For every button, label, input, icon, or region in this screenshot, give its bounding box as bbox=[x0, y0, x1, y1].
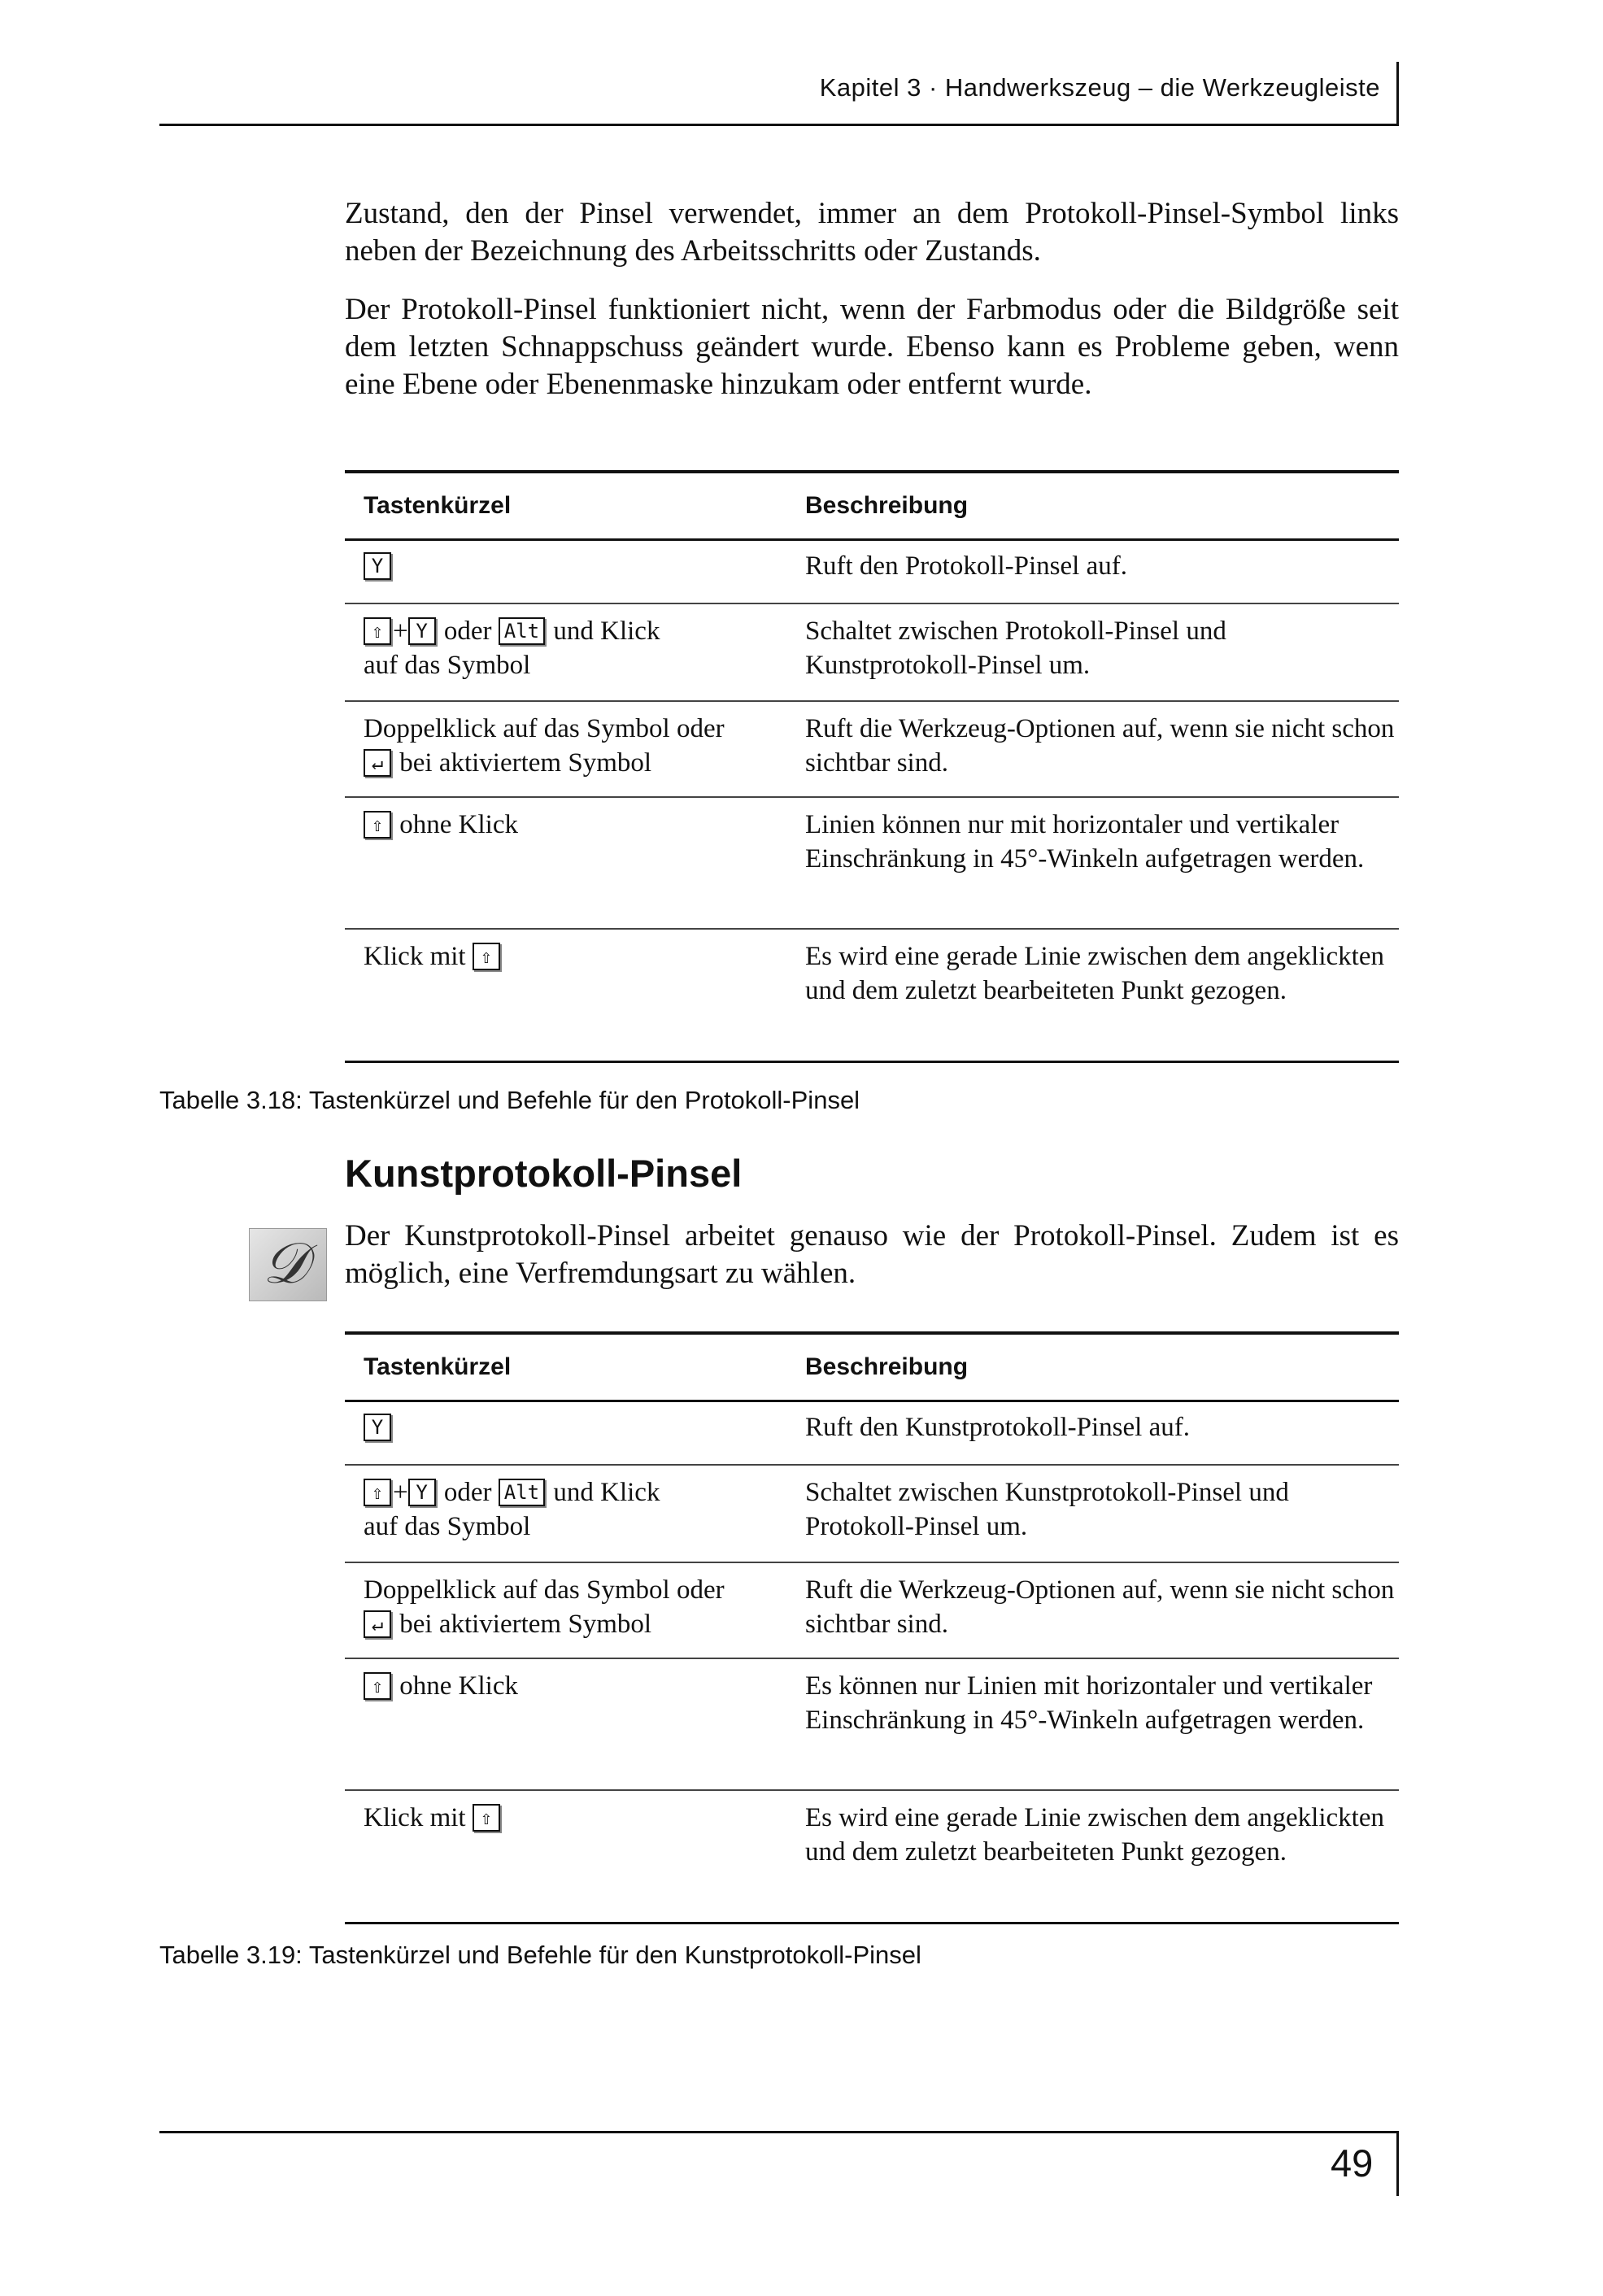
description-cell: Linien können nur mit horizontaler und vertikaler Einschränkung in 45°-Winkeln aufgetragen werden. bbox=[805, 810, 1365, 874]
shortcut-line-1: Doppelklick auf das Symbol oder bbox=[364, 1575, 725, 1605]
table-row bbox=[345, 930, 1399, 1063]
paragraph-continuation: Zustand, den der Pinsel verwendet, immer an dem Protokoll-Pinsel-Symbol links neben der Bezeichnung des Arbeitsschritts oder Zustands. bbox=[345, 197, 1399, 268]
or-text: oder bbox=[443, 1478, 492, 1507]
shortcut-cell bbox=[345, 1801, 805, 1922]
table-caption-3-19: Tabelle 3.19: Tastenkürzel und Befehle für den Kunstprotokoll-Pinsel bbox=[159, 1941, 921, 1969]
table-row bbox=[345, 604, 1399, 702]
header-rule bbox=[159, 124, 1399, 126]
column-header-description: Beschreibung bbox=[805, 1353, 969, 1380]
shortcut-cell bbox=[345, 614, 805, 700]
column-header-shortcut: Tastenkürzel bbox=[364, 492, 512, 519]
page-number: 49 bbox=[1331, 2141, 1374, 2185]
description-cell: Ruft den Protokoll-Pinsel auf. bbox=[805, 551, 1127, 581]
shortcut-table-protokoll-pinsel bbox=[345, 470, 1399, 1063]
shortcut-cell bbox=[345, 808, 805, 928]
key-shift-icon: ⇧ bbox=[364, 811, 391, 839]
shortcut-cell bbox=[345, 1475, 805, 1562]
key-y-icon: Y bbox=[364, 552, 391, 580]
footer-rule bbox=[159, 2131, 1399, 2133]
shortcut-cell bbox=[345, 1669, 805, 1789]
key-enter-icon: ↵ bbox=[364, 749, 391, 777]
shortcut-line-2: bei aktiviertem Symbol bbox=[399, 748, 652, 778]
description-cell: Ruft die Werkzeug-Optionen auf, wenn sie nicht schon sichtbar sind. bbox=[805, 714, 1395, 778]
description-cell: Ruft den Kunstprotokoll-Pinsel auf. bbox=[805, 1413, 1190, 1442]
shortcut-line-2: bei aktiviertem Symbol bbox=[399, 1610, 652, 1639]
running-head: Kapitel 3 · Handwerkszeug – die Werkzeugleiste bbox=[819, 73, 1380, 102]
paragraph-section-intro: Der Kunstprotokoll-Pinsel arbeitet genauso wie der Protokoll-Pinsel. Zudem ist es möglich, eine Verfremdungsart zu wählen. bbox=[345, 1219, 1399, 1290]
table-row bbox=[345, 1791, 1399, 1924]
shortcut-table-kunstprotokoll-pinsel bbox=[345, 1331, 1399, 1924]
table-row bbox=[345, 702, 1399, 798]
key-shift-icon: ⇧ bbox=[364, 617, 391, 645]
key-shift-icon: ⇧ bbox=[473, 943, 500, 970]
or-text: oder bbox=[443, 616, 492, 646]
shortcut-line-2: auf das Symbol bbox=[364, 651, 531, 680]
plus-sign: + bbox=[393, 1478, 408, 1507]
key-y-icon: Y bbox=[408, 617, 436, 645]
shortcut-text: ohne Klick bbox=[399, 810, 518, 839]
key-y-icon: Y bbox=[408, 1479, 436, 1506]
and-click-text: und Klick bbox=[553, 1478, 660, 1507]
table-row bbox=[345, 541, 1399, 604]
and-click-text: und Klick bbox=[553, 616, 660, 646]
header-vertical-rule bbox=[1396, 62, 1399, 126]
description-cell: Ruft die Werkzeug-Optionen auf, wenn sie nicht schon sichtbar sind. bbox=[805, 1575, 1395, 1639]
art-history-brush-icon bbox=[249, 1228, 327, 1301]
table-row bbox=[345, 1563, 1399, 1659]
description-cell: Schaltet zwischen Kunstprotokoll-Pinsel und Protokoll-Pinsel um. bbox=[805, 1478, 1289, 1541]
key-shift-icon: ⇧ bbox=[473, 1804, 500, 1832]
table-caption-3-18: Tabelle 3.18: Tastenkürzel und Befehle für den Protokoll-Pinsel bbox=[159, 1086, 860, 1114]
shortcut-text: Klick mit bbox=[364, 942, 466, 971]
paragraph-protokoll-limits: Der Protokoll-Pinsel funktioniert nicht, wenn der Farbmodus oder die Bildgröße seit dem letzten Schnappschuss geändert wurde. Ebenso kann es Probleme geben, wenn eine Ebene oder Ebenenmaske hinzukam oder entfernt wurde. bbox=[345, 293, 1399, 401]
shortcut-text: ohne Klick bbox=[399, 1671, 518, 1701]
column-header-shortcut: Tastenkürzel bbox=[364, 1353, 512, 1380]
shortcut-cell bbox=[345, 712, 805, 796]
brush-icon-glyph: 𝒟 bbox=[263, 1233, 308, 1296]
table-header-row bbox=[345, 1335, 1399, 1400]
key-alt-icon: Alt bbox=[499, 1479, 545, 1506]
shortcut-cell bbox=[345, 1573, 805, 1658]
table-header-row bbox=[345, 473, 1399, 538]
table-row bbox=[345, 1659, 1399, 1791]
key-enter-icon: ↵ bbox=[364, 1610, 391, 1638]
section-title: Kunstprotokoll-Pinsel bbox=[345, 1152, 743, 1195]
shortcut-text: Klick mit bbox=[364, 1803, 466, 1832]
plus-sign: + bbox=[393, 616, 408, 646]
column-header-description: Beschreibung bbox=[805, 492, 969, 519]
table-row bbox=[345, 1466, 1399, 1563]
shortcut-line-1: Doppelklick auf das Symbol oder bbox=[364, 714, 725, 743]
key-y-icon: Y bbox=[364, 1414, 391, 1441]
description-cell: Schaltet zwischen Protokoll-Pinsel und Kunstprotokoll-Pinsel um. bbox=[805, 616, 1226, 680]
table-row bbox=[345, 798, 1399, 930]
footer-vertical-rule bbox=[1396, 2131, 1399, 2196]
shortcut-cell bbox=[345, 939, 805, 1061]
key-alt-icon: Alt bbox=[499, 617, 545, 645]
shortcut-line-2: auf das Symbol bbox=[364, 1512, 531, 1541]
key-shift-icon: ⇧ bbox=[364, 1479, 391, 1506]
shortcut-cell bbox=[345, 549, 805, 603]
description-cell: Es wird eine gerade Linie zwischen dem angeklickten und dem zuletzt bearbeiteten Punkt gezogen. bbox=[805, 942, 1384, 1005]
description-cell: Es wird eine gerade Linie zwischen dem angeklickten und dem zuletzt bearbeiteten Punkt gezogen. bbox=[805, 1803, 1384, 1867]
table-row bbox=[345, 1402, 1399, 1466]
shortcut-cell bbox=[345, 1410, 805, 1464]
key-shift-icon: ⇧ bbox=[364, 1672, 391, 1700]
description-cell: Es können nur Linien mit horizontaler und vertikaler Einschränkung in 45°-Winkeln aufgetragen werden. bbox=[805, 1671, 1373, 1735]
